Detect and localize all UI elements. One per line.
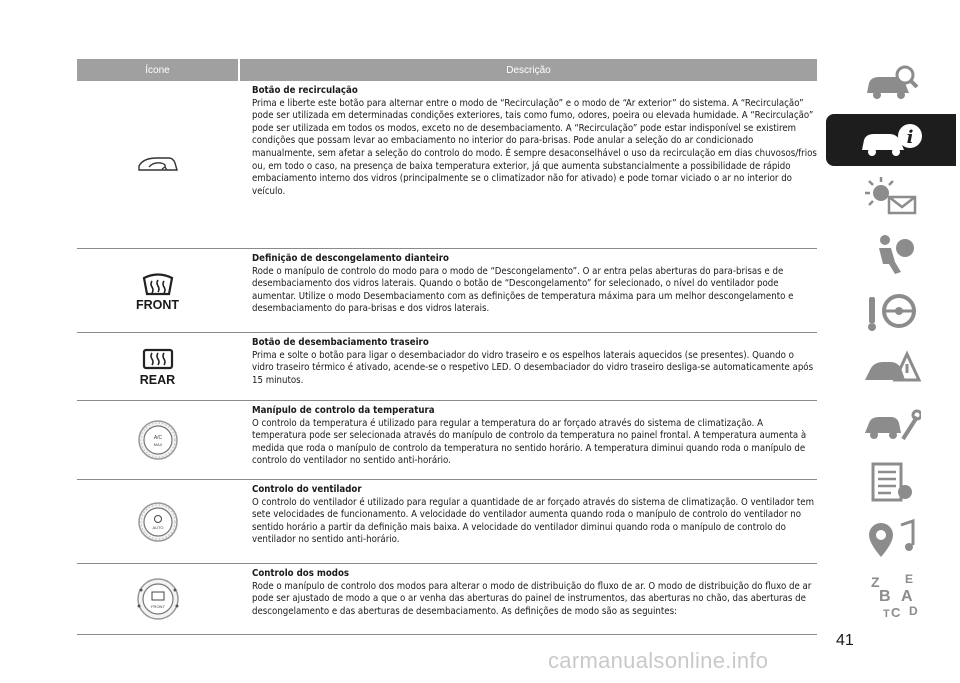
steering-wheel-icon bbox=[861, 289, 921, 333]
controls-table bbox=[77, 59, 817, 635]
header-description-column: Descrição bbox=[506, 64, 551, 76]
row-text: Rode o manípulo de controlo dos modos para alterar o modo de distribuição do fluxo de ar. O modo de distribuição do fluxo de ar pode ser ajustado de modo a que o ar venha das aberturas do painel de instrumentos, das aberturas no chão, das aberturas de descongelamento e das aberturas de desembaciamento. As definições de modo são as seguintes: bbox=[252, 580, 812, 617]
tab-airbag[interactable] bbox=[826, 228, 956, 280]
svg-text:T: T bbox=[883, 608, 890, 620]
airbag-icon bbox=[861, 232, 921, 276]
row-text: O controlo da temperatura é utilizado para regular a temperatura do ar forçado através do sistema de climatização. A temperatura pode ser selecionada através do manípulo de controlo da temperatura no painel frontal. A temperatura aumenta à medida que roda o manípulo de controlo da temperatura no sentido horário. A temperatura diminui quando roda o manípulo de controlo do ventilador no sentido anti-horário. bbox=[252, 417, 807, 467]
svg-text:AUTO: AUTO bbox=[151, 524, 164, 530]
fan-knob-icon bbox=[137, 501, 179, 543]
svg-text:A: A bbox=[901, 588, 913, 605]
tab-car-service[interactable] bbox=[826, 399, 956, 451]
table-row bbox=[77, 564, 817, 635]
svg-text:C: C bbox=[891, 605, 901, 620]
row-title: Controlo dos modos bbox=[252, 568, 350, 579]
icon-cell bbox=[77, 249, 238, 332]
row-title: Controlo do ventilador bbox=[252, 484, 362, 495]
tab-specifications[interactable] bbox=[826, 456, 956, 508]
mode-knob-icon bbox=[135, 576, 181, 622]
multimedia-icon bbox=[861, 517, 921, 561]
row-title: Definição de descongelamento dianteiro bbox=[252, 253, 449, 264]
description-cell bbox=[238, 333, 817, 400]
row-title: Botão de recirculação bbox=[252, 85, 358, 96]
svg-text:E: E bbox=[905, 572, 914, 586]
description-cell bbox=[238, 249, 817, 332]
car-info-icon bbox=[856, 120, 926, 160]
icon-cell bbox=[77, 480, 238, 563]
tab-index[interactable] bbox=[826, 570, 956, 622]
row-title: Botão de desembaciamento traseiro bbox=[252, 337, 429, 348]
svg-text:B: B bbox=[879, 588, 891, 605]
tab-steering-wheel[interactable] bbox=[826, 285, 956, 337]
table-row bbox=[77, 333, 817, 401]
header-icon-column: Ícone bbox=[77, 59, 240, 81]
temperature-knob-icon bbox=[137, 419, 179, 461]
description-cell bbox=[238, 564, 817, 634]
front-label: FRONT bbox=[135, 297, 180, 312]
tab-warning-lights[interactable] bbox=[826, 171, 956, 223]
rear-label: REAR bbox=[139, 372, 176, 387]
tab-car-info[interactable] bbox=[826, 114, 956, 166]
tab-car-emergency[interactable] bbox=[826, 342, 956, 394]
svg-text:D: D bbox=[909, 604, 918, 618]
row-text: Rode o manípulo de controlo do modo para o modo de “Descongelamento”. O ar entra pelas aberturas do para-brisas e de desembaciamento dos vidros laterais. Quando o botão de “Descongelamento” for selecionado, o nível do ventilador pode aumentar. Utilize o modo Desembaciamento com as definições de temperatura máxima para um melhor descongelamento e desembaciamento do para-brisas e dos vidros laterais. bbox=[252, 265, 794, 315]
recirculation-icon bbox=[135, 154, 181, 176]
table-row bbox=[77, 401, 817, 480]
front-defrost-icon bbox=[141, 270, 175, 296]
row-title: Manípulo de controlo da temperatura bbox=[252, 405, 435, 416]
svg-text:MAX: MAX bbox=[153, 442, 162, 447]
watermark: carmanualsonline.info bbox=[548, 648, 769, 673]
icon-cell bbox=[77, 81, 238, 248]
page-number: 41 bbox=[836, 632, 854, 649]
chapter-sidebar bbox=[826, 57, 956, 627]
row-text: O controlo do ventilador é utilizado para regular a quantidade de ar forçado através do sistema de climatização. O ventilador tem sete velocidades de funcionamento. A velocidade do ventilador aumenta quando roda o manípulo de controlo do ventilador no sentido horário a partir da definição mais baixa. A velocidade do ventilador diminui quando roda o manípulo de controlo do ventilador no sentido anti-horário. bbox=[252, 496, 815, 546]
table-row bbox=[77, 81, 817, 249]
rear-defrost-icon bbox=[141, 347, 175, 371]
car-emergency-icon bbox=[861, 346, 921, 390]
tab-car-search[interactable] bbox=[826, 57, 956, 109]
tab-multimedia[interactable] bbox=[826, 513, 956, 565]
description-cell bbox=[238, 480, 817, 563]
description-cell bbox=[238, 81, 817, 248]
table-header bbox=[77, 59, 817, 81]
svg-text:i: i bbox=[906, 127, 914, 148]
svg-text:FRONT: FRONT bbox=[150, 604, 165, 609]
svg-text:Z: Z bbox=[871, 574, 880, 590]
icon-cell bbox=[77, 401, 238, 479]
car-service-icon bbox=[861, 403, 921, 447]
row-text: Prima e solte o botão para ligar o desembaciador do vidro traseiro e os espelhos laterais aquecidos (se presentes). Quando o vidro traseiro térmico é ativado, acende-se o respetivo LED. O desembaciador do vidro traseiro desliga-se automaticamente após 15 minutos. bbox=[252, 349, 814, 386]
table-row bbox=[77, 249, 817, 333]
car-search-icon bbox=[861, 63, 921, 103]
description-cell bbox=[238, 401, 817, 479]
table-row bbox=[77, 480, 817, 564]
icon-cell bbox=[77, 564, 238, 634]
specifications-icon bbox=[861, 460, 921, 504]
warning-lights-icon bbox=[861, 175, 921, 219]
index-icon bbox=[861, 571, 921, 621]
svg-text:A/C: A/C bbox=[153, 435, 162, 441]
row-text: Prima e liberte este botão para alternar entre o modo de “Recirculação” e o modo de “Ar exterior” do sistema. A “Recirculação” pode ser utilizada em determinadas condições exteriores, tais como fumo, odores, poeira ou elevada humidade. A “Recirculação” pode ser utilizada em todos os modos, exceto no de desembaciamento. A “Recirculação” pode estar indisponível se existirem condições que possam levar ao embaciamento no interior do para-brisas. Pode anular a seleção do ar condicionado manualmente, sem afetar a seleção do controlo do modo. É sempre desaconselhável o uso da recirculação em dias chuvosos/frios ou, em todo o caso, na presença de baixa temperatura exterior, já que aumenta substancialmente a possibilidade de rápido embaciamento interno dos vidros (principalmente se o climatizador não for ativado) e pode tornar viciado o ar no interior do veículo. bbox=[252, 97, 817, 197]
icon-cell bbox=[77, 333, 238, 400]
